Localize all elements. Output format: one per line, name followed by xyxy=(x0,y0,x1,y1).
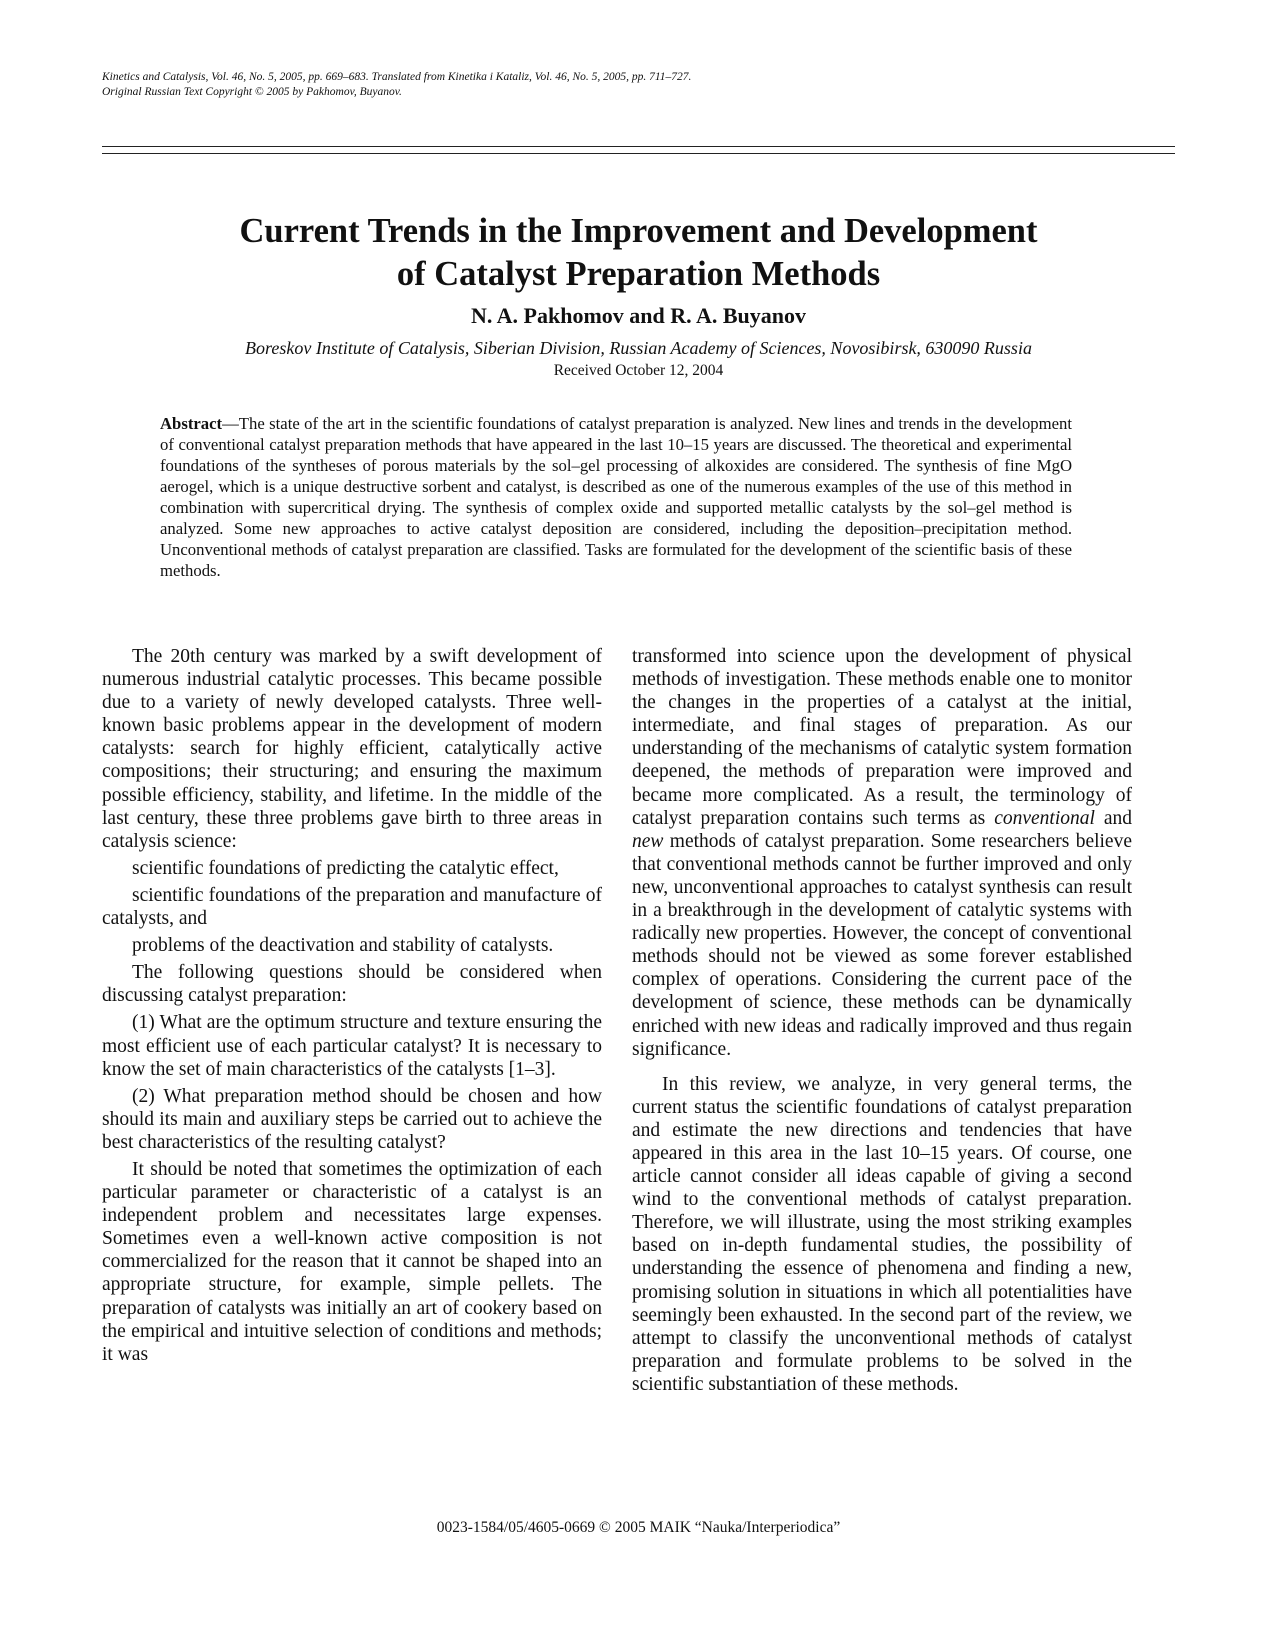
text-run: methods of catalyst preparation. Some researchers believe that conventional methods cannot be further improved and only new, unconventional approaches to catalyst synthesis can result in a breakthrough in the development of catalytic systems with radically new properties. However, the concept of conventional methods should not be viewed as some forever established complex of operations. Considering the current pace of the development of science, these methods can be dynamically enriched with new ideas and radically improved and thus regain significance. xyxy=(632,830,1132,1060)
abstract-label: Abstract xyxy=(160,414,223,433)
title-line-1: Current Trends in the Improvement and Development xyxy=(239,212,1038,250)
body-paragraph xyxy=(632,645,1132,1061)
body-paragraph: It should be noted that sometimes the optimization of each particular parameter or characteristic of a catalyst is an independent problem and necessitates large expenses. Sometimes even a well-known active composition is not commercialized for the reason that it cannot be shaped into an appropriate structure, for example, simple pellets. The preparation of catalysts was initially an art of cookery based on the empirical and intuitive selection of conditions and methods; it was xyxy=(102,1158,602,1365)
emphasis-term: conventional xyxy=(994,807,1095,829)
abstract-text: —The state of the art in the scientific foundations of catalyst preparation is analyzed. New lines and trends in the development of conventional catalyst preparation methods that have appeared in the last 10–15 years are discussed. The theoretical and experimental foundations of the syntheses of porous materials by the sol–gel processing of alkoxides are considered. The synthesis of fine MgO aerogel, which is a unique destructive sorbent and catalyst, is described as one of the numerous examples of the use of this method in combination with supercritical drying. The synthesis of complex oxide and supported metallic catalysts by the sol–gel method is analyzed. Some new approaches to active catalyst deposition are considered, including the deposition–precipitation method. Unconventional methods of catalyst preparation are classified. Tasks are formulated for the development of the scientific basis of these methods. xyxy=(160,414,1072,580)
article-title xyxy=(102,210,1175,296)
emphasis-term: new xyxy=(632,830,664,852)
text-run: and xyxy=(1094,807,1133,829)
title-line-2: of Catalyst Preparation Methods xyxy=(396,255,881,293)
body-paragraph: (2) What preparation method should be chosen and how should its main and auxiliary steps be carried out to achieve the best characteristics of the resulting catalyst? xyxy=(102,1085,602,1153)
abstract xyxy=(160,413,1072,581)
body-column-right xyxy=(632,645,1132,1400)
body-paragraph: The following questions should be considered when discussing catalyst preparation: xyxy=(102,962,602,1007)
citation-line-1: Kinetics and Catalysis, Vol. 46, No. 5, 2005, pp. 669–683. Translated from Kinetika i Kataliz, Vol. 46, No. 5, 2005, pp. 711–727. xyxy=(102,71,692,83)
body-paragraph: (1) What are the optimum structure and texture ensuring the most efficient use of each particular catalyst? It is necessary to know the set of main characteristics of the catalysts [1–3]. xyxy=(102,1012,602,1080)
body-column-left xyxy=(102,645,602,1370)
body-paragraph: scientific foundations of predicting the catalytic effect, xyxy=(132,857,559,879)
authors: N. A. Pakhomov and R. A. Buyanov xyxy=(471,303,806,328)
affiliation: Boreskov Institute of Catalysis, Siberian Division, Russian Academy of Sciences, Novosibirsk, 630090 Russia xyxy=(245,338,1032,358)
header-rule-top xyxy=(102,146,1175,147)
body-paragraph: The 20th century was marked by a swift development of numerous industrial catalytic processes. This became possible due to a variety of newly developed catalysts. Three well-known basic problems appear in the development of modern catalysts: search for highly efficient, catalytically active compositions; their structuring; and ensuring the maximum possible efficiency, stability, and lifetime. In the middle of the last century, these three problems gave birth to three areas in catalysis science: xyxy=(102,646,602,852)
journal-citation-header xyxy=(102,70,1162,100)
body-paragraph: problems of the deactivation and stability of catalysts. xyxy=(132,935,554,957)
citation-line-2: Original Russian Text Copyright © 2005 by Pakhomov, Buyanov. xyxy=(102,86,402,98)
body-paragraph: In this review, we analyze, in very general terms, the current status the scientific foundations of catalyst preparation and estimate the new directions and tendencies that have appeared in this area in the last 10–15 years. Of course, one article cannot consider all ideas capable of giving a second wind to the conventional methods of catalyst preparation. Therefore, we will illustrate, using the most striking examples based on in-depth fundamental studies, the possibility of understanding the essence of phenomena and finding a new, promising solution in situations in which all potentialities have seemingly been exhausted. In the second part of the review, we attempt to classify the unconventional methods of catalyst preparation and formulate problems to be solved in the scientific substantiation of these methods. xyxy=(632,1073,1132,1395)
header-rule-bottom xyxy=(102,153,1175,154)
received-date: Received October 12, 2004 xyxy=(553,362,724,379)
body-paragraph: scientific foundations of the preparation and manufacture of catalysts, and xyxy=(102,884,602,930)
copyright-footer: 0023-1584/05/4605-0669 © 2005 MAIK “Nauka/Interperiodica” xyxy=(436,1519,841,1536)
text-run: transformed into science upon the development of physical methods of investigation. These methods enable one to monitor the changes in the properties of a catalyst at the initial, intermediate, and final stages of preparation. As our understanding of the mechanisms of catalytic system formation deepened, the methods of preparation were improved and became more complicated. As a result, the terminology of catalyst preparation contains such terms as xyxy=(632,646,1132,829)
